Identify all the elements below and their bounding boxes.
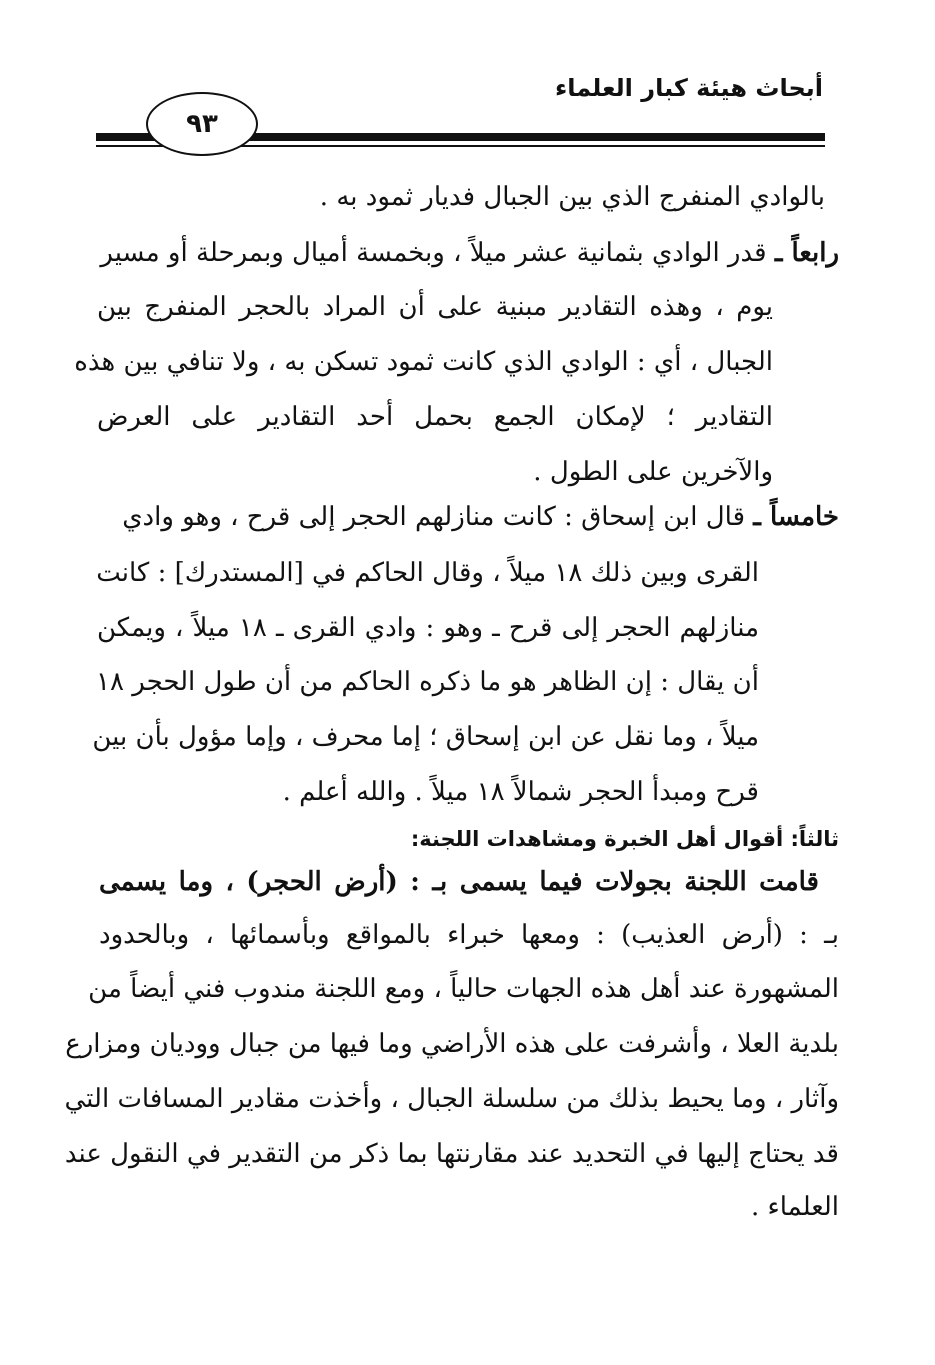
page-number: ٩٣ — [146, 92, 258, 156]
line-text: قد يحتاج إليها في التحديد عند مقارنتها بما ذكر من التقدير في النقول عند — [64, 1139, 839, 1169]
line-text: قال ابن إسحاق : كانت منازلهم الحجر إلى قرح ، وهو وادي — [122, 502, 746, 532]
text-line — [97, 556, 759, 590]
section-heading: ثالثاً: أقوال أهل الخبرة ومشاهدات اللجنة: — [410, 827, 839, 851]
text-line — [64, 1137, 839, 1171]
line-text: والآخرين على الطول . — [533, 457, 773, 487]
text-line — [74, 345, 773, 379]
text-line — [97, 775, 759, 809]
item-label-fifth: خامساً ـ — [753, 502, 839, 532]
line-text: التقادير ؛ لإمكان الجمع بحمل أحد التقادير على العرض — [97, 402, 773, 432]
line-text: ميلاً ، وما نقل عن ابن إسحاق ؛ إما محرف ، وإما مؤول بأن بين — [92, 722, 759, 752]
line-text: قامت اللجنة بجولات فيما يسمى بـ : (أرض الحجر) ، وما يسمى — [99, 867, 819, 897]
line-text: أن يقال : إن الظاهر هو ما ذكره الحاكم من أن طول الحجر ١٨ — [96, 667, 759, 697]
line-text: منازلهم الحجر إلى قرح ـ وهو : وادي القرى ـ ١٨ ميلاً ، ويمكن — [97, 613, 760, 643]
text-line — [97, 455, 773, 489]
text-line — [97, 611, 759, 645]
line-text: قدر الوادي بثمانية عشر ميلاً ، وبخمسة أميال وبمرحلة أو مسير — [100, 238, 767, 268]
line-text: وآثار ، وما يحيط بذلك من سلسلة الجبال ، وأخذت مقادير المسافات التي — [64, 1084, 839, 1114]
line-text: قرح ومبدأ الحجر شمالاً ١٨ ميلاً . والله أعلم . — [282, 777, 759, 807]
line-text: العلماء . — [750, 1192, 839, 1222]
line-text: بـ : (أرض العذيب) : ومعها خبراء بالمواقع وبأسمائها ، وبالحدود — [99, 920, 839, 950]
text-line — [92, 720, 759, 754]
text-line — [65, 1027, 839, 1061]
running-title: أبحاث هيئة كبار العلماء — [554, 74, 823, 102]
text-line — [99, 1190, 839, 1224]
text-line — [97, 290, 773, 324]
text-line — [99, 918, 839, 952]
text-line — [99, 500, 839, 534]
text-line — [105, 180, 825, 214]
line-text: القرى وبين ذلك ١٨ ميلاً ، وقال الحاكم في [المستدرك] : كانت — [96, 558, 759, 588]
line-text: يوم ، وهذه التقادير مبنية على أن المراد بالحجر المنفرج بين — [97, 292, 773, 322]
line-text: بالوادي المنفرج الذي بين الجبال فديار ثمود به . — [319, 182, 825, 212]
line-text: بلدية العلا ، وأشرفت على هذه الأراضي وما فيها من جبال ووديان ومزارع — [65, 1029, 839, 1059]
line-text: المشهورة عند أهل هذه الجهات حالياً ، ومع اللجنة مندوب فني أيضاً من — [88, 974, 839, 1004]
line-text: الجبال ، أي : الوادي الذي كانت ثمود تسكن به ، ولا تنافي بين هذه — [74, 347, 773, 377]
item-label-fourth: رابعاً ـ — [774, 238, 839, 268]
text-line — [97, 665, 759, 699]
text-line — [97, 400, 773, 434]
text-line — [99, 865, 819, 899]
text-line — [64, 1082, 839, 1116]
text-line — [88, 972, 839, 1006]
text-line — [99, 236, 839, 270]
